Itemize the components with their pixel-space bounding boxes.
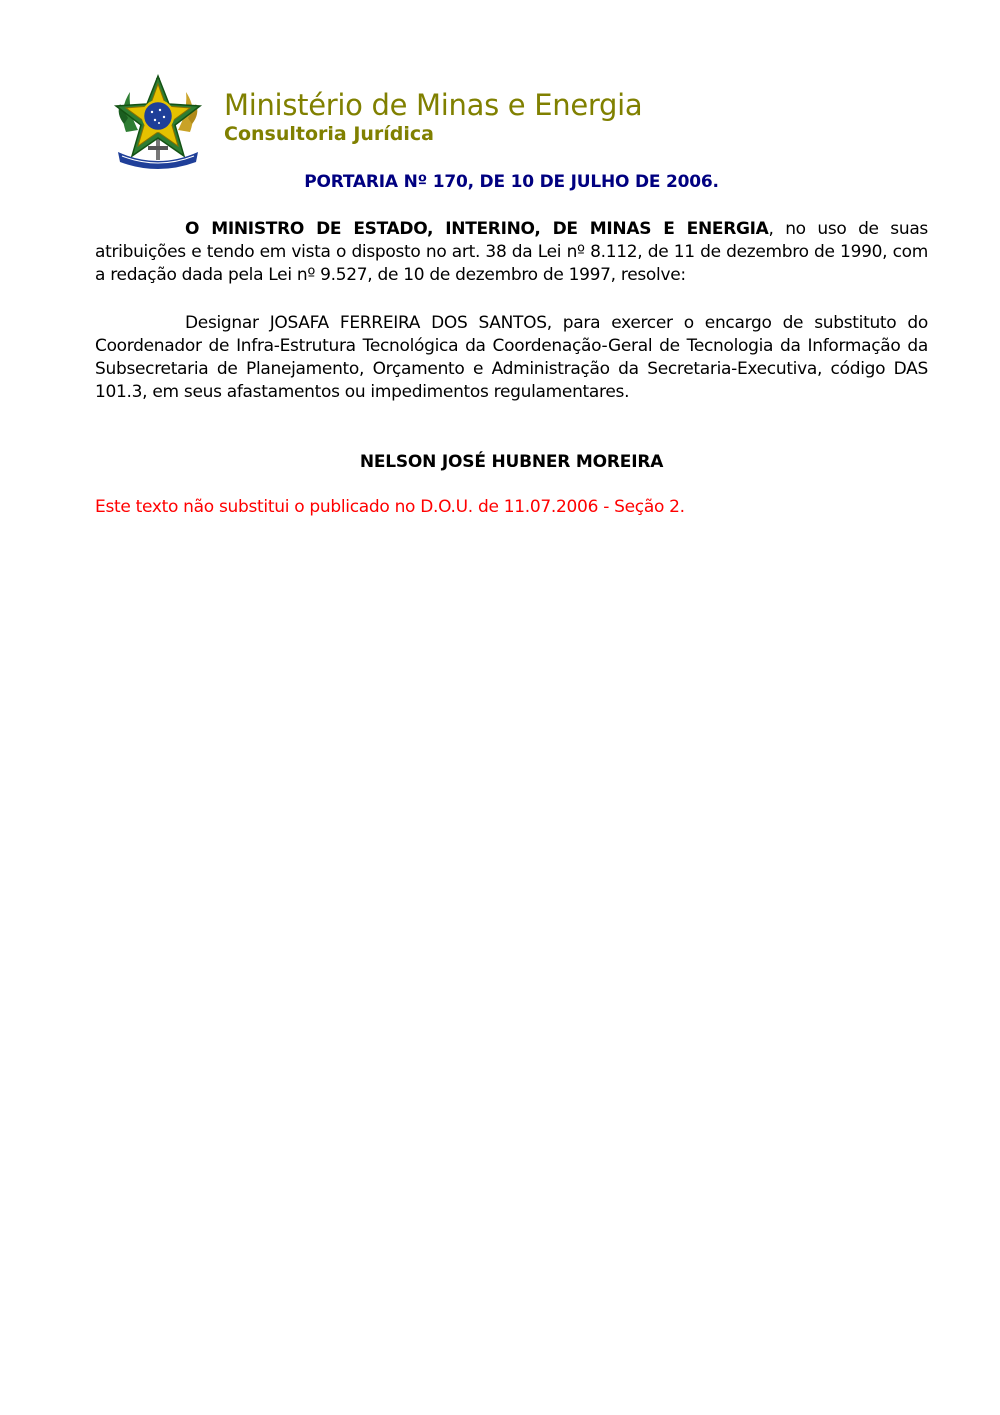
authority-lead: O MINISTRO DE ESTADO, INTERINO, DE MINAS E ENERGIA: [185, 219, 769, 239]
signatory-name: NELSON JOSÉ HUBNER MOREIRA: [359, 452, 664, 472]
letterhead: [108, 70, 928, 170]
brazil-coat-of-arms-icon: [108, 70, 208, 170]
preamble-text: , no uso de suas atribuições e tendo em vista o disposto no art. 38 da Lei nº 8.112, de 11 de dezembro de 1990, com a redação dada pela Lei nº 9.527, de 10 de dezembro de 1997, resolve:: [95, 219, 928, 285]
document-title: PORTARIA Nº 170, DE 10 DE JULHO DE 2006.: [304, 172, 719, 192]
ministry-name: Ministério de Minas e Energia: [224, 88, 643, 122]
department-name: Consultoria Jurídica: [224, 123, 435, 145]
dou-disclaimer: Este texto não substitui o publicado no D.O.U. de 11.07.2006 - Seção 2.: [95, 497, 685, 517]
resolution-paragraph: Designar JOSAFA FERREIRA DOS SANTOS, para exercer o encargo de substituto do Coordenador de Infra-Estrutura Tecnológica da Coordenação-Geral de Tecnologia da Informação da Subsecretaria de Planejamento, Orçamento e Administração da Secretaria-Executiva, código DAS 101.3, em seus afastamentos ou impedimentos regulamentares.: [95, 313, 928, 402]
preamble-paragraph: [95, 218, 928, 287]
letterhead-text: [224, 88, 642, 146]
